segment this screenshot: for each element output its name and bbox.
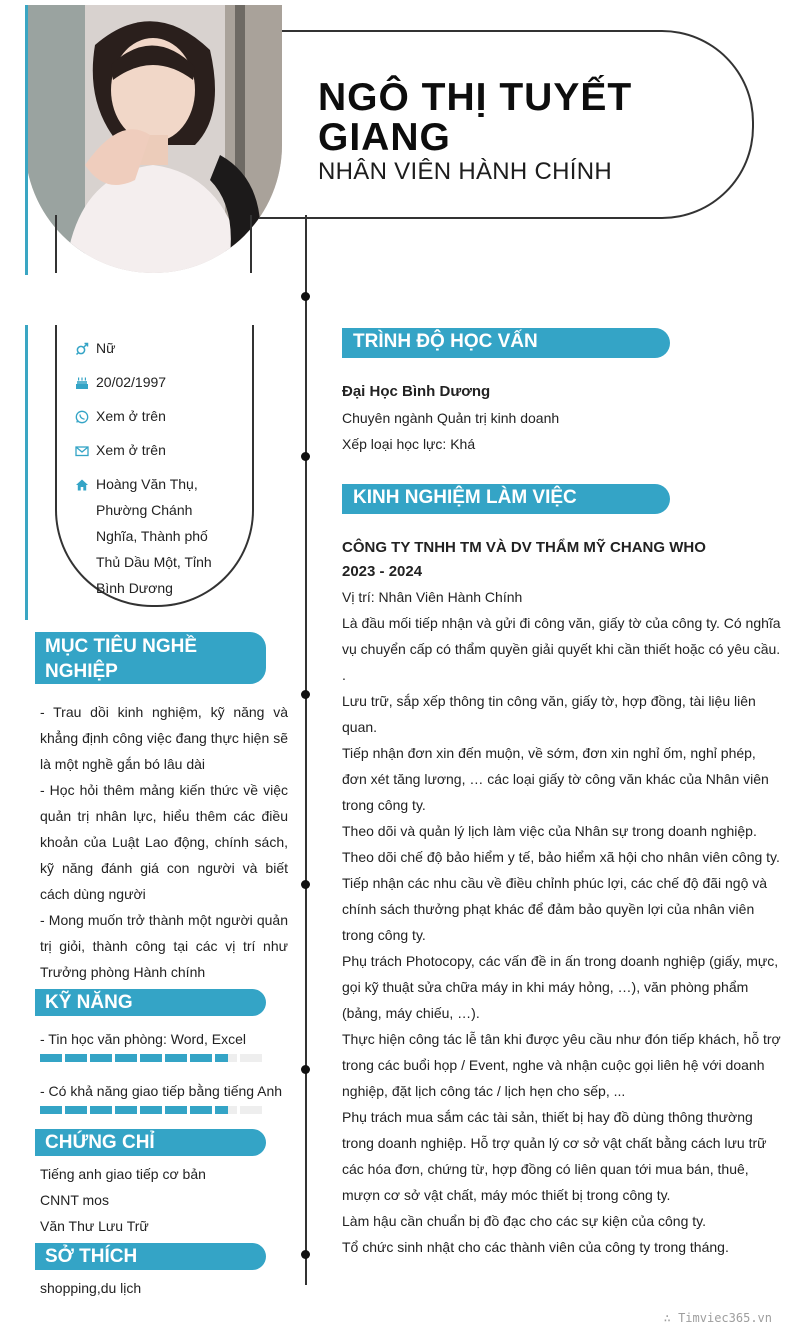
contact-birthday <box>75 375 221 395</box>
vertical-connector <box>55 215 57 273</box>
gender-value: Nữ <box>96 340 116 356</box>
contact-gender <box>75 341 221 361</box>
skill-bar-segment <box>115 1054 137 1062</box>
gender-icon <box>75 342 89 356</box>
skill-bar-segment <box>65 1106 87 1114</box>
school-name: Đại Học Bình Dương <box>342 383 491 400</box>
skill-bar-segment <box>140 1106 162 1114</box>
timeline-dot <box>301 690 310 699</box>
candidate-name: NGÔ THỊ TUYẾT GIANG <box>318 76 633 159</box>
envelope-icon <box>75 444 89 458</box>
birthday-cake-icon <box>75 376 89 390</box>
left-accent-line <box>25 5 28 275</box>
watermark: ∴ Timviec365.vn <box>663 1311 772 1325</box>
skill-bar-segment <box>40 1054 62 1062</box>
education-heading: TRÌNH ĐỘ HỌC VẤN <box>342 328 670 358</box>
duty-item: Tiếp nhận đơn xin đến muộn, về sớm, đơn xin nghỉ ốm, nghỉ phép, đơn xét tăng lương, … các loại giấy tờ công văn khác của Nhân viên trong công ty. <box>342 745 769 813</box>
duty-item: Phụ trách mua sắm các tài sản, thiết bị hay đồ dùng thông thường trong doanh nghiệp. Hỗ trợ quản lý cơ sở vật chất bằng cách lưu trữ các hóa đơn, chứng từ, hợp đồng có liên quan tới mua bán, thuê, mượn cơ sở vật chất, máy móc thiết bị trong công ty. <box>342 1109 767 1203</box>
skill-bar-segment <box>240 1054 262 1062</box>
skill-level-bar <box>40 1054 262 1062</box>
skill-bar-segment <box>90 1106 112 1114</box>
skill-bar-segment <box>240 1106 262 1114</box>
contact-address <box>75 477 221 601</box>
objective-line: - Trau dồi kinh nghiệm, kỹ năng và khẳng định công việc đang thực hiện sẽ là một nghề gắn bó lâu dài <box>40 704 288 772</box>
duty-item: Thực hiện công tác lễ tân khi được yêu cầu như đón tiếp khách, hỗ trợ trong các buổi họp / Event, nghe và nhận cuộc gọi liên hệ với doanh nghiệp, đặt lịch công tác / lịch hẹn cho sếp, ... <box>342 1031 781 1099</box>
objective-heading: MỤC TIÊU NGHỀ NGHIỆP <box>35 632 266 684</box>
timeline-dot <box>301 292 310 301</box>
job-title: NHÂN VIÊN HÀNH CHÍNH <box>318 158 613 185</box>
duty-item: Theo dõi chế độ bảo hiểm y tế, bảo hiểm xã hội cho nhân viên công ty. <box>342 849 780 865</box>
duty-item: Theo dõi và quản lý lịch làm việc của Nhân sự trong doanh nghiệp. <box>342 823 757 839</box>
duty-item: Tổ chức sinh nhật cho các thành viên của công ty trong tháng. <box>342 1239 729 1255</box>
major: Chuyên ngành Quản trị kinh doanh <box>342 410 560 426</box>
certificate-list <box>40 1161 206 1239</box>
duty-item: Là đầu mối tiếp nhận và gửi đi công văn, giấy tờ của công ty. Có nghĩa vụ chuyển cấp có thẩm quyền giải quyết khi cần thiết hoặc có yêu cầu. <box>342 615 781 657</box>
skill-bar-segment <box>215 1106 237 1114</box>
skill-label: - Tin học văn phòng: Word, Excel <box>40 1031 246 1047</box>
skill-bar-segment <box>40 1106 62 1114</box>
experience-heading: KINH NGHIỆM LÀM VIỆC <box>342 484 670 514</box>
skill-bar-segment <box>215 1054 237 1062</box>
skill-level-bar <box>40 1106 262 1114</box>
timeline-dot <box>301 1250 310 1259</box>
skill-bar-segment <box>165 1106 187 1114</box>
skill-bar-segment <box>190 1106 212 1114</box>
contact-phone <box>75 409 221 429</box>
hobbies-text: shopping,du lịch <box>40 1280 142 1296</box>
work-period: 2023 - 2024 <box>342 563 423 580</box>
skill-bar-segment <box>190 1054 212 1062</box>
skill-bar-segment <box>90 1054 112 1062</box>
skill-bar-segment <box>65 1054 87 1062</box>
company-name: CÔNG TY TNHH TM VÀ DV THẨM MỸ CHANG WHO <box>342 539 706 556</box>
left-accent-line-lower <box>25 325 28 620</box>
certificate-item: CNNT mos <box>40 1192 109 1208</box>
timeline-dot <box>301 452 310 461</box>
duty-item: . <box>342 667 346 683</box>
objective-line: - Học hỏi thêm mảng kiến thức về việc quản trị nhân lực, hiểu thêm các điều khoản của Luật Lao động, chính sách, kỹ năng đánh giá con người và biết cách dùng người <box>40 782 288 902</box>
timeline-dot <box>301 1065 310 1074</box>
email-value: Xem ở trên <box>96 442 166 458</box>
objective-text <box>40 699 288 985</box>
home-icon <box>75 478 89 492</box>
whatsapp-icon <box>75 410 89 424</box>
certificate-item: Văn Thư Lưu Trữ <box>40 1218 149 1234</box>
education-block <box>342 379 772 457</box>
certificate-item: Tiếng anh giao tiếp cơ bản <box>40 1166 206 1182</box>
objective-line: - Mong muốn trở thành một người quản trị giỏi, thành công tại các vị trí như Trưởng phòng Hành chính <box>40 912 288 980</box>
address-value: Hoàng Văn Thụ, Phường Chánh Nghĩa, Thành phố Thủ Dầu Một, Tỉnh Bình Dương <box>96 476 212 596</box>
portrait-image <box>25 5 282 273</box>
hobbies-heading: SỞ THÍCH <box>35 1243 266 1270</box>
skills-heading: KỸ NĂNG <box>35 989 266 1016</box>
skill-label: - Có khả năng giao tiếp bằng tiếng Anh <box>40 1083 283 1099</box>
profile-photo <box>25 5 282 273</box>
duty-item: Lưu trữ, sắp xếp thông tin công văn, giấy tờ, hợp đồng, tài liệu liên quan. <box>342 693 756 735</box>
skill-bar-segment <box>115 1106 137 1114</box>
vertical-connector <box>250 215 252 273</box>
duty-item: Tiếp nhận các nhu cầu về điều chỉnh phúc lợi, các chế độ đãi ngộ và chính sách thưởng phạt khác để đảm bảo quyền lợi của nhân viên trong công ty. <box>342 875 768 943</box>
duty-item: Làm hậu cần chuẩn bị đồ đạc cho các sự kiện của công ty. <box>342 1213 706 1229</box>
timeline-line <box>305 215 307 1285</box>
experience-block <box>342 536 782 1260</box>
contact-email <box>75 443 221 463</box>
duty-item: Phụ trách Photocopy, các vấn đề in ấn trong doanh nghiệp (giấy, mực, gọi kỹ thuật sửa chữa máy in khi máy hỏng, …), văn phòng phẩm (bảng, máy chiếu, …). <box>342 953 779 1021</box>
skill-bar-segment <box>140 1054 162 1062</box>
position: Vị trí: Nhân Viên Hành Chính <box>342 589 523 605</box>
timeline-dot <box>301 880 310 889</box>
birthday-value: 20/02/1997 <box>96 374 167 390</box>
academic-rank: Xếp loại học lực: Khá <box>342 436 476 452</box>
skill-bar-segment <box>165 1054 187 1062</box>
phone-value: Xem ở trên <box>96 408 166 424</box>
certificates-heading: CHỨNG CHỈ <box>35 1129 266 1156</box>
